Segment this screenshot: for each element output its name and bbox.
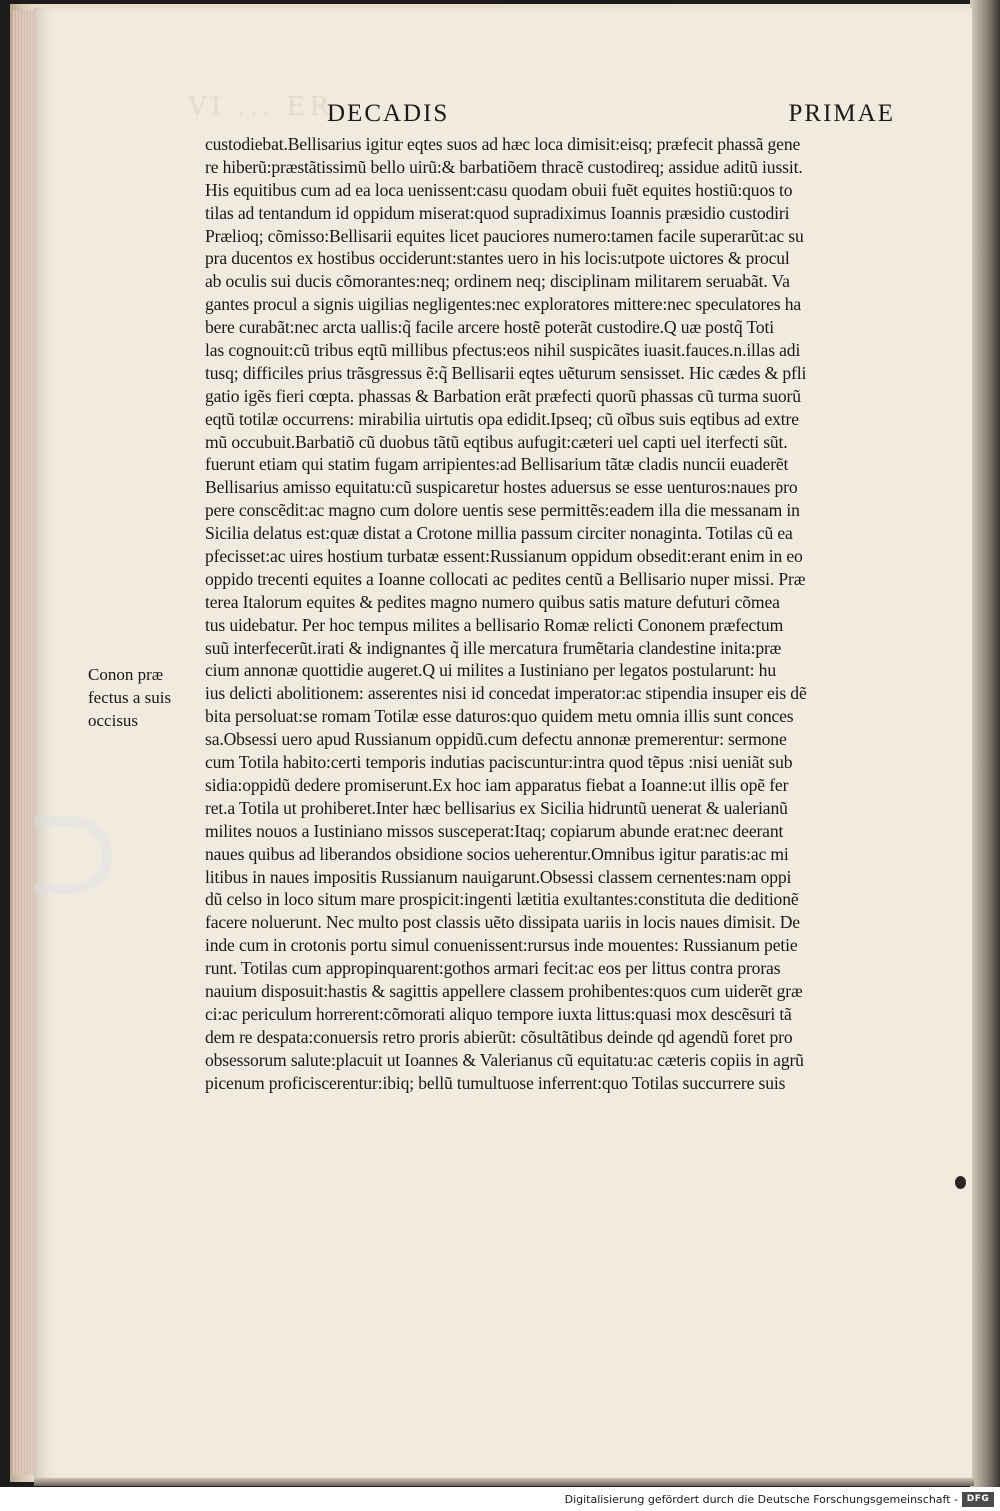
- bleed-through-header: VI ... ER: [188, 92, 333, 122]
- text-line: dũ celso in loco situm mare prospicit:ingenti lætitia exultantes:constituta die deditionẽ: [205, 889, 799, 910]
- text-line: mũ occubuit.Barbatiõ cũ duobus tãtũ eqtibus aufugit:cæteri uel capti uel iterfecti sũt.: [205, 431, 788, 452]
- text-line: tus uidebatur. Per hoc tempus milites a bellisario Romæ relicti Cononem præfectum: [205, 614, 784, 635]
- text-line: obsessorum salute:placuit ut Ioannes & Valerianus cũ equitatu:ac cæteris copiis in agrũ: [205, 1049, 804, 1070]
- text-line: gatio igẽs fieri cœpta. phassas & Barbation erãt præfecti quorũ phassas cũ turma suorũ: [205, 385, 801, 406]
- text-line: litibus in naues impositis Russianum nauigarunt.Obsessi classem cernentes:nam oppi: [205, 866, 792, 887]
- footer-bar: [0, 1487, 1000, 1511]
- text-line: naues quibus ad liberandos obsidione socios ueherentur.Omnibus igitur paratis:ac mi: [205, 843, 789, 864]
- text-line: tilas ad tentandum id oppidum miserat:quod supradiximus Ioannis præsidio custodiri: [205, 202, 790, 223]
- running-header: [205, 100, 905, 134]
- text-line: suũ interfecerũt.irati & indignantes q̃ ille mercatura frumẽtaria clandestine inita:præ: [205, 637, 782, 658]
- text-line: re hiberũ:præstãtissimũ bello uirũ:& barbatiõem thracẽ custodireq; assidue aditũ iussit.: [205, 156, 803, 177]
- right-page-edges: [970, 0, 1000, 1490]
- header-right: PRIMAE: [788, 100, 895, 127]
- text-line: ci:ac periculum horrerent:cõmorati aliquo tempore iuxta littus:quasi mox descẽsuri tã: [205, 1003, 792, 1024]
- text-line: facere noluerunt. Nec multo post classis uẽto dissipata uariis in locis naues dimisit. De: [205, 912, 800, 933]
- margin-note: [88, 663, 203, 732]
- margin-note-line: occisus: [88, 711, 139, 730]
- text-line: cum Totila habito:certi temporis indutias paciscuntur:intra quod tẽpus :nisi ueniãt sub: [205, 752, 793, 773]
- text-line: eqtũ totilæ occurrens: mirabilia uirtutis opa edidit.Ipseq; cũ oĩbus suis eqtibus ad extre: [205, 408, 799, 429]
- text-line: pra ducentos ex hostibus occiderunt:stantes uero in his locis:utpote uictores & procul: [205, 248, 790, 269]
- text-line: His equitibus cum ad ea loca uenissent:casu quodam obuii fuẽt equites hostiũ:quos to: [205, 179, 793, 200]
- text-line: oppido trecenti equites a Ioanne collocati ac pedites centũ a Bellisario nuper missi. Præ: [205, 568, 806, 589]
- text-line: fuerunt etiam qui statim fugam arripientes:ad Bellisarium tãtæ cladis nuncii euaderẽt: [205, 454, 789, 475]
- ink-blot: [955, 1176, 966, 1189]
- text-line: nauium disposuit:hastis & sagittis appellere classem prohibentes:quos cum uiderẽt græ: [205, 980, 803, 1001]
- page-bottom-shadow: [34, 1478, 974, 1486]
- text-line: milites nouos a Iustiniano missos susceperat:Itaq; copiarum abunde erat:nec deerant: [205, 820, 784, 841]
- text-line: sa.Obsessi uero apud Russianum oppidũ.cum defectu annonæ premerentur: sermone: [205, 729, 787, 750]
- text-line: runt. Totilas cum appropinquarent:gothos armari fecit:ac eos per littus contra proras: [205, 958, 781, 979]
- text-line: pere conscẽdit:ac magno cum dolore uentis sese permittẽs:eadem illa die messanam in: [205, 500, 800, 521]
- text-line: bita persoluat:se romam Totilæ esse daturos:quo quidem metu omnia illis sunt conces: [205, 706, 794, 727]
- text-line: Sicilia delatus est:quæ distat a Crotone millia passum circiter nonaginta. Totilas cũ ea: [205, 523, 793, 544]
- text-line: tusq; difficiles prius trãsgressus ẽ:q̃ Bellisarii eqtes uẽturum sensisset. Hic cædes & pfli: [205, 362, 807, 383]
- dfg-logo-icon: DFG: [962, 1492, 994, 1507]
- text-line: bere curabãt:nec arcta uallis:q̃ facile arcere hostẽ poterãt custodire.Q uæ postq̃ Toti: [205, 317, 774, 338]
- margin-note-line: fectus a suis: [88, 688, 172, 707]
- text-line: sidia:oppidũ dedere promiserunt.Ex hoc iam apparatus fiebat a Ioanne:ut illis opẽ fer: [205, 774, 789, 795]
- text-line: Bellisarius amisso equitatu:cũ suspicaretur hostes aduersus se esse uenturos:naues pro: [205, 477, 798, 498]
- body-text: [205, 133, 917, 1094]
- text-line: ret.a Totila ut prohiberet.Inter hæc bellisarius ex Sicilia hidruntũ uenerat & ualerianũ: [205, 797, 788, 818]
- margin-note-line: Conon præ: [88, 665, 164, 684]
- left-page-edges: [12, 10, 34, 1475]
- text-line: cium annonæ quottidie augeret.Q ui milites a Iustiniano per legatos postularunt: hu: [205, 660, 776, 681]
- text-line: Prælioq; cõmisso:Bellisarii equites licet pauciores numero:tamen facile superarũt:ac su: [205, 225, 804, 246]
- text-line: custodiebat.Bellisarius igitur eqtes suos ad hæc loca dimisit:eisq; præfecit phassã gene: [205, 134, 801, 154]
- header-left: DECADIS: [327, 100, 450, 127]
- text-line: las cognouit:cũ tribus eqtũ millibus pfectus:eos nihil suspicãtes iuasit.fauces.n.illas adi: [205, 340, 801, 361]
- text-line: terea Italorum equites & pedites magno numero quibus satis mature defuturi cõmea: [205, 591, 780, 612]
- page-clip: [34, 816, 112, 894]
- text-line: ius delicti abolitionem: asserentes nisi id concedat imperator:ac stipendia insuper eis dẽ: [205, 683, 807, 704]
- text-line: picenum proficiscerentur:ibiq; bellũ tumultuose inferrent:quo Totilas succurrere suis: [205, 1072, 786, 1093]
- text-line: pfecisset:ac uires hostium turbatæ essent:Russianum oppidum obsedit:erant enim in eo: [205, 546, 803, 567]
- text-line: inde cum in crotonis portu simul conuenissent:rursus inde mouentes: Russianum petie: [205, 935, 798, 956]
- footer-credit: Digitalisierung gefördert durch die Deutsche Forschungsgemeinschaft -: [564, 1493, 958, 1506]
- text-line: ab oculis sui ducis cõmorantes:neq; ordinem neq; disciplinam militarem seruabãt. Va: [205, 271, 790, 292]
- text-line: gantes procul a signis uigilias negligentes:nec exploratores mittere:nec speculatores ha: [205, 294, 802, 315]
- text-line: dem re despata:conuersis retro proris abierũt: cõsultãtibus deinde qd agendũ foret pro: [205, 1026, 793, 1047]
